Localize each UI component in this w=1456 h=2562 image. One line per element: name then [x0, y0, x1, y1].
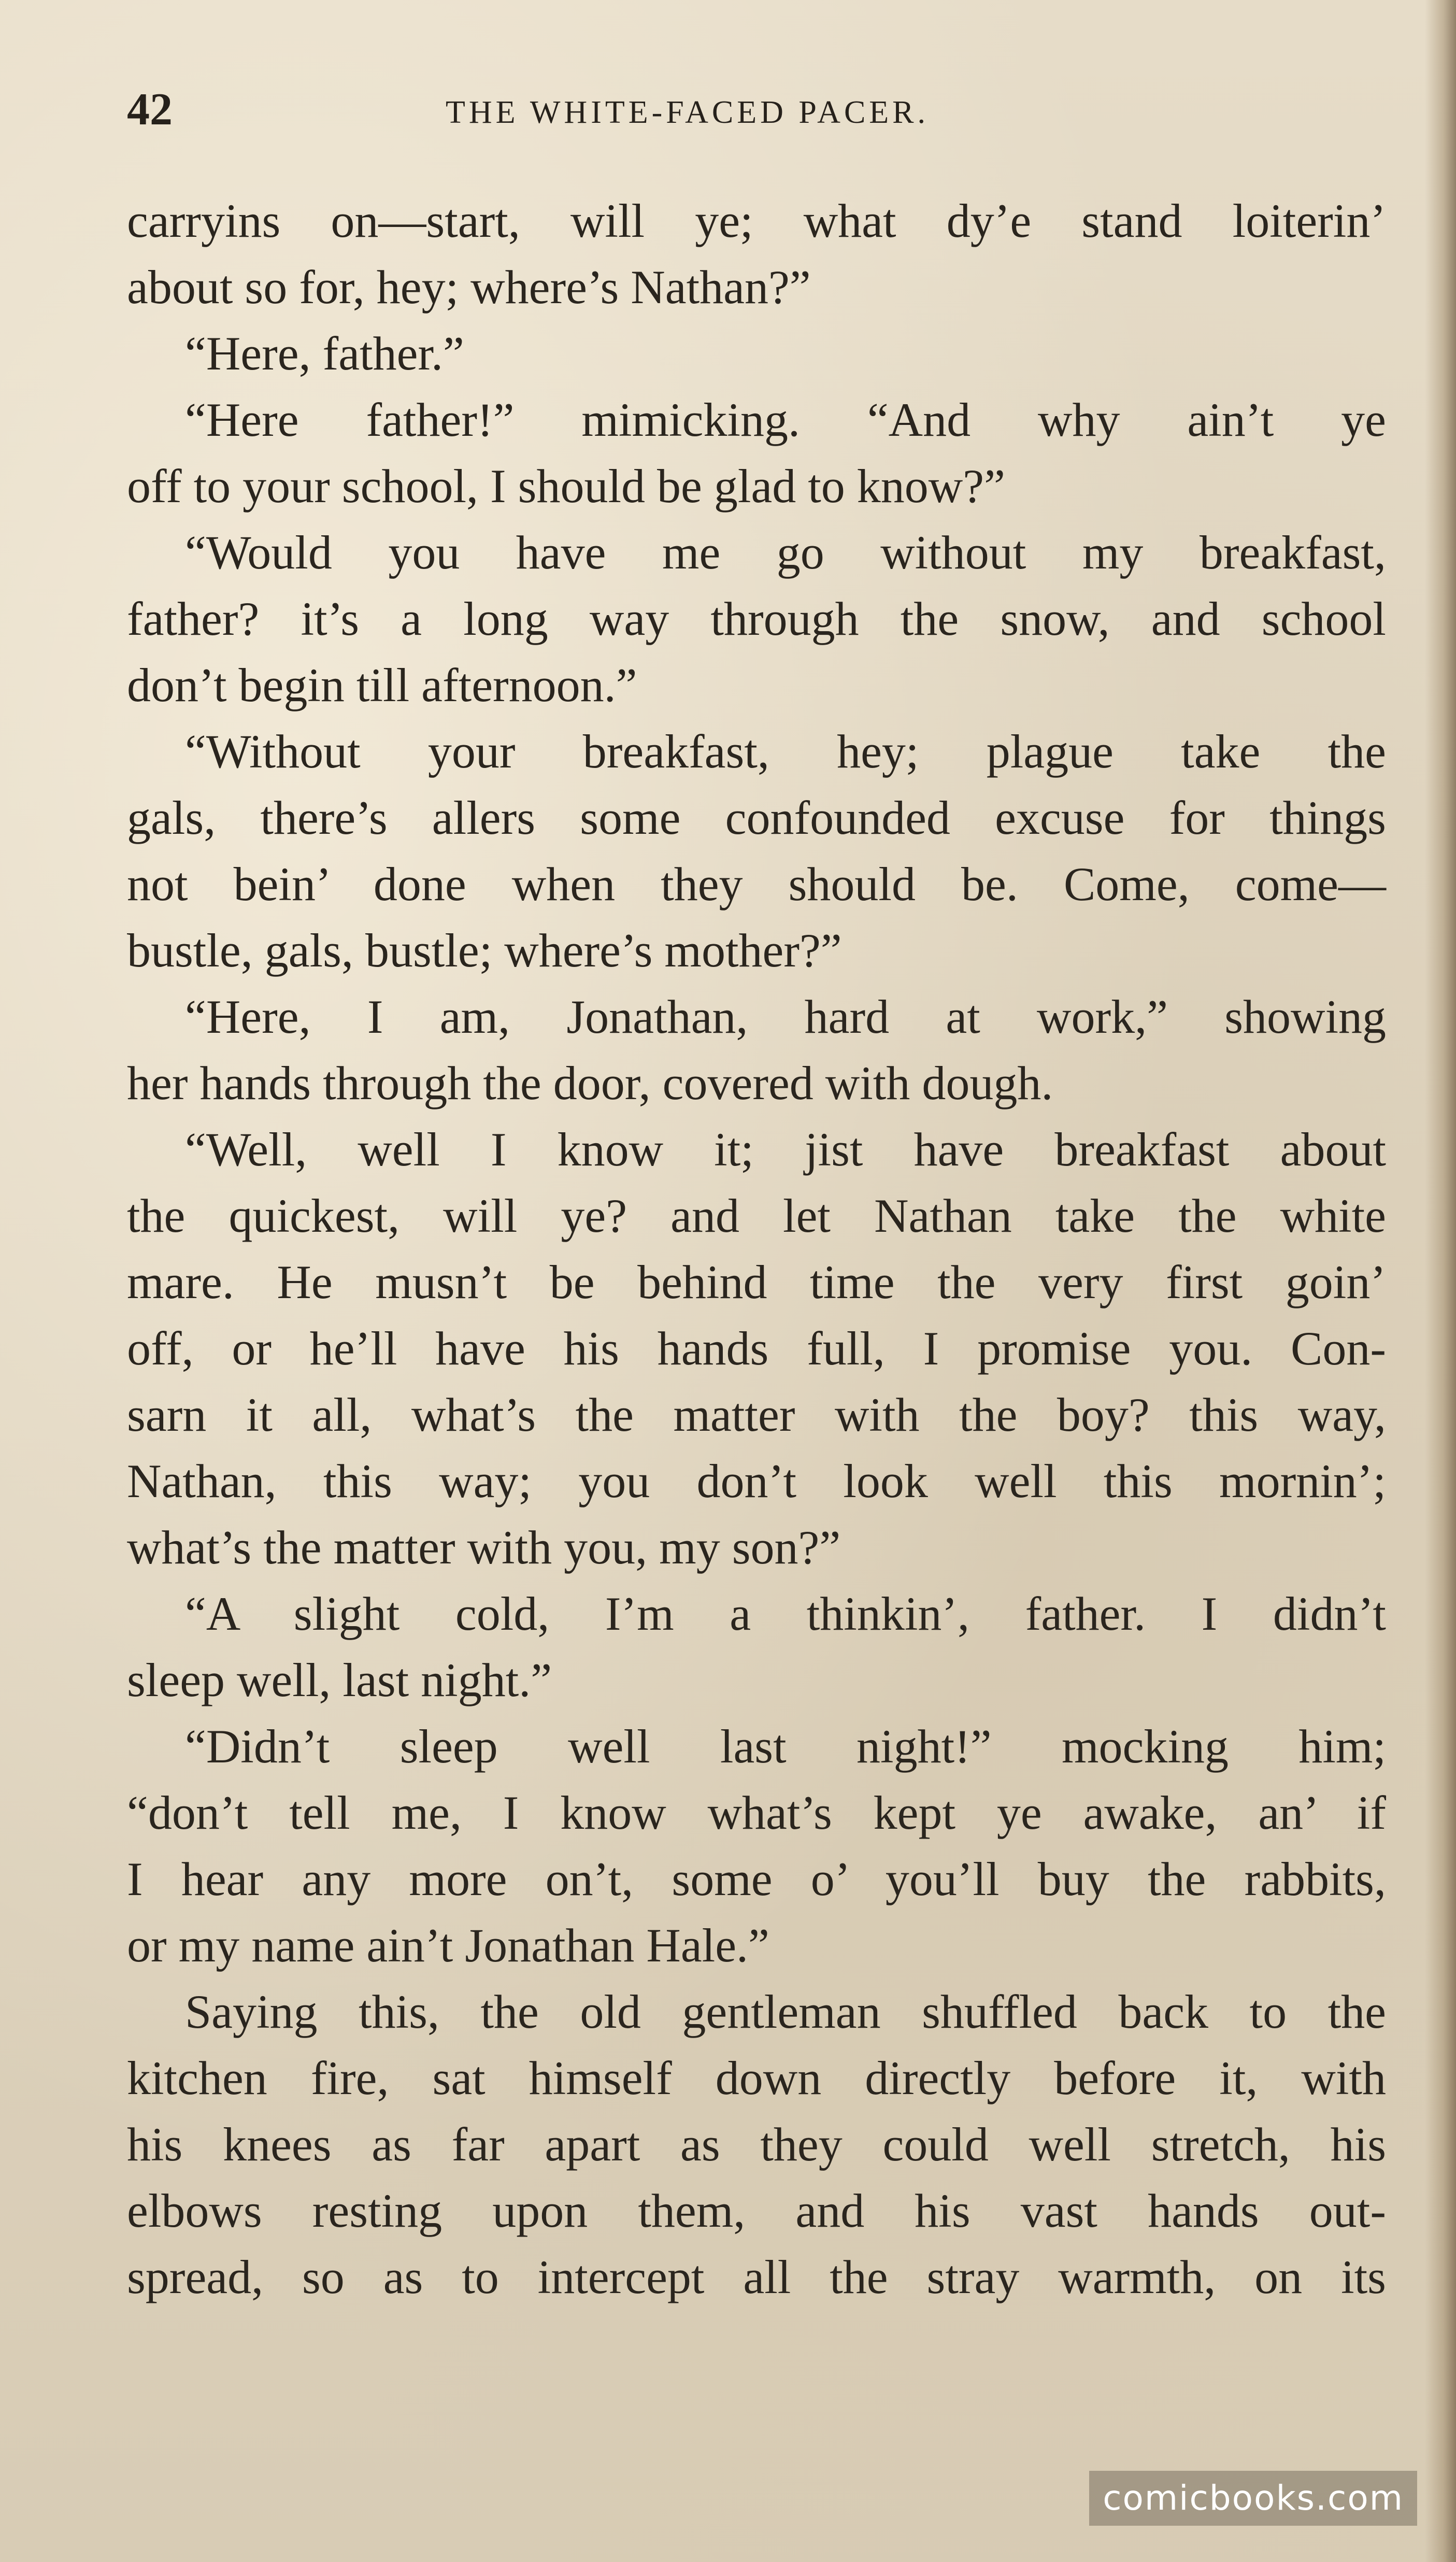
body-text — [127, 188, 1386, 2310]
text-line: “A slight cold, I’m a thinkin’, father. I didn’t — [185, 1587, 1386, 1640]
text-line: about so for, hey; where’s Nathan?” — [127, 261, 811, 314]
text-line: elbows resting upon them, and his vast hands out- — [127, 2184, 1386, 2237]
page-header — [127, 78, 1386, 140]
text-line: “Here father!” mimicking. “And why ain’t ye — [185, 393, 1386, 446]
watermark: comicbooks.com — [1089, 2471, 1417, 2526]
page-number: 42 — [127, 84, 173, 135]
text-line: “Without your breakfast, hey; plague take the — [185, 725, 1386, 778]
text-line: off to your school, I should be glad to know?” — [127, 460, 1005, 513]
text-line: “Didn’t sleep well last night!” mocking him; — [185, 1720, 1386, 1773]
text-line: carryins on—start, will ye; what dy’e stand loiterin’ — [127, 194, 1386, 247]
text-line: sarn it all, what’s the matter with the boy? this way, — [127, 1388, 1386, 1441]
text-line: Nathan, this way; you don’t look well this mornin’; — [127, 1455, 1386, 1507]
text-line: gals, there’s allers some confounded excuse for things — [127, 791, 1386, 844]
text-line: the quickest, will ye? and let Nathan take the white — [127, 1189, 1386, 1242]
text-line: sleep well, last night.” — [127, 1654, 552, 1706]
text-line: “Well, well I know it; jist have breakfast about — [185, 1123, 1386, 1176]
text-line: bustle, gals, bustle; where’s mother?” — [127, 924, 842, 977]
running-head: THE WHITE-FACED PACER. — [446, 95, 930, 130]
text-line: “don’t tell me, I know what’s kept ye awake, an’ if — [127, 1786, 1386, 1839]
text-line: not bein’ done when they should be. Come, come— — [127, 858, 1386, 910]
text-line: I hear any more on’t, some o’ you’ll buy the rabbits, — [127, 1853, 1386, 1905]
text-line: his knees as far apart as they could well stretch, his — [127, 2118, 1386, 2171]
text-line: “Here, father.” — [185, 327, 464, 380]
text-line: mare. He musn’t be behind time the very first goin’ — [127, 1256, 1386, 1308]
text-line: what’s the matter with you, my son?” — [127, 1521, 841, 1574]
text-line: kitchen fire, sat himself down directly before it, with — [127, 2052, 1386, 2104]
text-line: “Here, I am, Jonathan, hard at work,” showing — [185, 990, 1386, 1043]
page-edge-shadow — [1425, 0, 1456, 2562]
text-line: don’t begin till afternoon.” — [127, 659, 637, 711]
text-line: spread, so as to intercept all the stray warmth, on its — [127, 2251, 1386, 2303]
text-line: Saying this, the old gentleman shuffled back to the — [185, 1985, 1386, 2038]
text-line: or my name ain’t Jonathan Hale.” — [127, 1919, 769, 1972]
text-line: her hands through the door, covered with dough. — [127, 1057, 1053, 1109]
text-line: “Would you have me go without my breakfast, — [185, 526, 1386, 579]
text-line: off, or he’ll have his hands full, I promise you. Con- — [127, 1322, 1386, 1375]
text-line: father? it’s a long way through the snow, and school — [127, 592, 1386, 645]
